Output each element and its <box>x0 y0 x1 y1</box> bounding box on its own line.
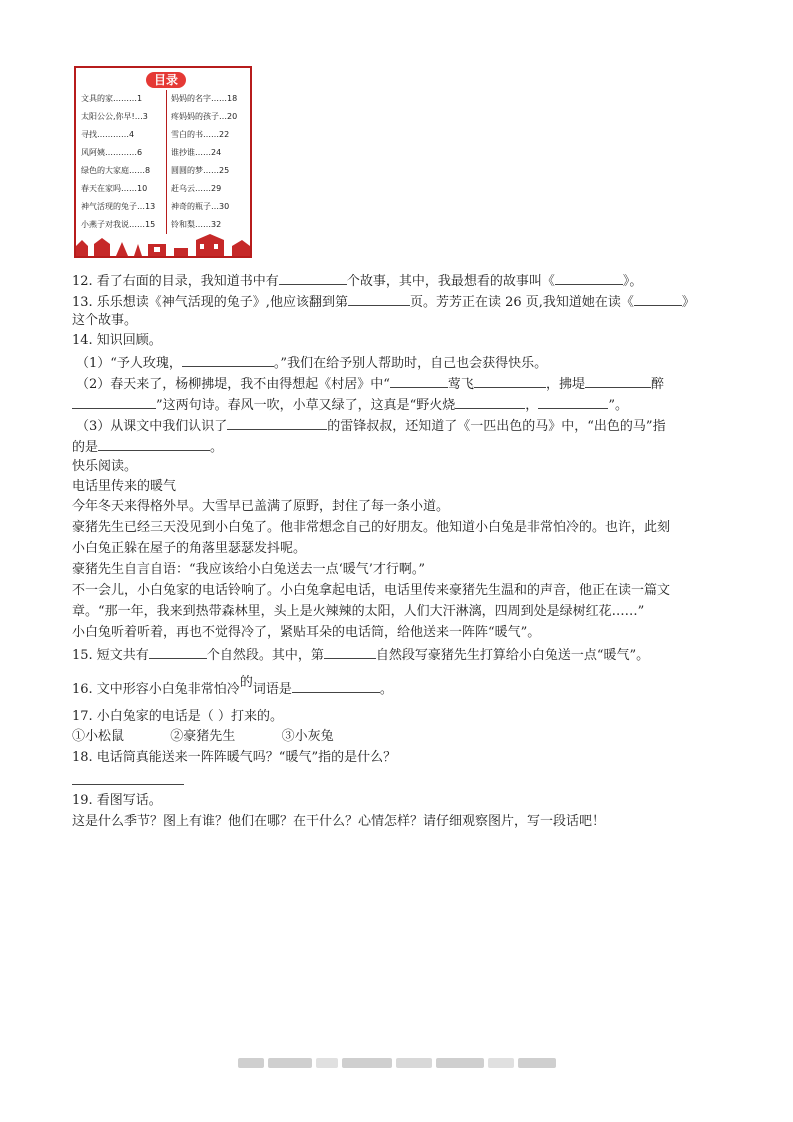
option-2[interactable]: ②豪猪先生 <box>170 729 236 744</box>
toc-entry: 神奇的瓶子…30 <box>171 202 230 211</box>
q14-1-text-b: 。”我们在给予别人帮助时，自己也会获得快乐。 <box>273 356 548 371</box>
question-13-cont: 这个故事。 <box>72 313 138 328</box>
answer-blank[interactable] <box>149 645 207 659</box>
answer-blank[interactable] <box>348 292 410 306</box>
answer-blank[interactable] <box>455 395 525 409</box>
answer-blank[interactable] <box>390 374 448 388</box>
question-16 <box>72 675 393 699</box>
question-17-options <box>72 728 334 746</box>
answer-blank[interactable] <box>72 395 156 409</box>
question-14: 14. 知识回顾。 <box>72 333 162 348</box>
toc-entry: 神气活现的兔子…13 <box>81 202 156 211</box>
answer-blank[interactable] <box>98 437 210 451</box>
toc-entry: 文具的家………1 <box>81 94 143 103</box>
red-skyline-decoration <box>76 232 250 256</box>
question-19: 19. 看图写话。 <box>72 793 162 808</box>
toc-entry: 寻找…………4 <box>81 130 135 139</box>
answer-blank[interactable] <box>292 679 380 693</box>
answer-blank[interactable] <box>555 271 623 285</box>
question-14-3-cont <box>72 437 223 457</box>
q14-1-text-a: （1）“予人玫瑰， <box>76 356 182 371</box>
option-1[interactable]: ①小松鼠 <box>72 729 125 744</box>
story-line: 豪猪先生已经三天没见到小白兔了。他非常想念自己的好朋友。他知道小白兔是非常怕冷的。也许，此刻 <box>72 520 671 535</box>
toc-entry: 春天在家吗……10 <box>81 184 148 193</box>
q16-text-c: 。 <box>379 682 393 697</box>
reading-section-heading: 快乐阅读。 <box>72 459 138 474</box>
toc-entry: 赶乌云……29 <box>171 184 222 193</box>
q14-2-text-a: （2）春天来了，杨柳拂堤，我不由得想起《村居》中“ <box>76 377 390 392</box>
story-line: 章。“那一年，我来到热带森林里，头上是火辣辣的太阳，人们大汗淋漓，四周到处是绿树红花……” <box>72 604 645 619</box>
toc-entry: 疼妈妈的孩子…20 <box>171 112 238 121</box>
answer-blank[interactable] <box>634 292 682 306</box>
q12-text-c: 》。 <box>622 274 643 289</box>
q14-3-text-b: 的雷锋叔叔，还知道了《一匹出色的马》中，“出色的马”指 <box>327 419 666 434</box>
toc-entry: 小燕子对我说……15 <box>81 220 156 229</box>
question-14-1 <box>76 353 547 373</box>
q14-2b-text-b: ， <box>525 398 539 413</box>
q16-text-a: 16. 文中形容小白兔非常怕冷 <box>72 682 240 697</box>
toc-entry: 妈妈的名字……18 <box>171 94 238 103</box>
q18-answer-line[interactable] <box>72 784 184 785</box>
q13-text-c: 》 <box>681 295 695 310</box>
q14-2-text-b: 莺飞 <box>447 377 474 392</box>
toc-entry: 圆圆的梦……25 <box>171 166 230 175</box>
toc-entry: 太阳公公,你早!…3 <box>81 112 148 121</box>
story-line: 小白兔正躲在屋子的角落里瑟瑟发抖呢。 <box>72 541 307 556</box>
question-14-2-cont <box>72 395 628 415</box>
question-14-2 <box>76 374 664 394</box>
q14-3b-text-a: 的是 <box>72 440 99 455</box>
answer-blank[interactable] <box>227 416 327 430</box>
toc-title: 目录 <box>146 72 186 88</box>
q14-3-text-a: （3）从课文中我们认识了 <box>76 419 228 434</box>
q16-text-b: 词语是 <box>252 682 292 697</box>
answer-blank[interactable] <box>538 395 608 409</box>
question-15 <box>72 645 649 665</box>
question-18: 18. 电话筒真能送来一阵阵暖气吗？“暖气”指的是什么？ <box>72 750 397 765</box>
toc-entry: 绿色的大家庭……8 <box>81 166 151 175</box>
table-of-contents-image <box>74 66 252 258</box>
q14-2b-text-a: ”这两句诗。春风一吹，小草又绿了，这真是“野火烧 <box>156 398 456 413</box>
toc-entry: 谁抄谁……24 <box>171 148 222 157</box>
q15-text-b: 个自然段。其中，第 <box>206 648 324 663</box>
q13-text-a: 13. 乐乐想读《神气活现的兔子》,他应该翻到第 <box>72 295 348 310</box>
question-19-prompt: 这是什么季节？图上有谁？他们在哪？在干什么？心情怎样？请仔细观察图片，写一段话吧！ <box>72 814 606 829</box>
q14-2-text-d: 醉 <box>650 377 664 392</box>
q15-text-a: 15. 短文共有 <box>72 648 149 663</box>
option-3[interactable]: ③小灰兔 <box>281 729 334 744</box>
question-12 <box>72 271 642 291</box>
story-line: 豪猪先生自言自语：“我应该给小白兔送去一点‘暖气’才行啊。” <box>72 562 426 577</box>
answer-blank[interactable] <box>324 645 376 659</box>
q14-3b-text-b: 。 <box>210 440 224 455</box>
question-17: 17. 小白兔家的电话是（ ）打来的。 <box>72 709 283 724</box>
question-14-3 <box>76 416 666 436</box>
answer-blank[interactable] <box>585 374 651 388</box>
q14-2-text-c: ，拂堤 <box>545 377 585 392</box>
toc-entry: 雪白的书……22 <box>171 130 230 139</box>
answer-blank[interactable] <box>474 374 546 388</box>
toc-divider <box>166 90 167 234</box>
answer-blank[interactable] <box>279 271 347 285</box>
toc-entry: 风阿姨…………6 <box>81 148 143 157</box>
story-line: 今年冬天来得格外早。大雪早已盖满了原野，封住了每一条小道。 <box>72 499 450 514</box>
q15-text-c: 自然段写豪猪先生打算给小白兔送一点“暖气”。 <box>375 648 650 663</box>
story-title: 电话里传来的暖气 <box>72 479 177 494</box>
story-line: 不一会儿，小白兔家的电话铃响了。小白兔拿起电话，电话里传来豪猪先生温和的声音，他正在读一篇文 <box>72 583 671 598</box>
q16-sup: 的 <box>239 675 253 690</box>
story-line: 小白兔听着听着，再也不觉得冷了，紧贴耳朵的电话筒，给他送来一阵阵“暖气”。 <box>72 625 541 640</box>
blurred-footer-watermark <box>238 1054 556 1070</box>
toc-entry: 铃和梨……32 <box>171 220 222 229</box>
question-13 <box>72 292 695 312</box>
answer-blank[interactable] <box>182 353 274 367</box>
q12-text-b: 个故事，其中，我最想看的故事叫《 <box>346 274 555 289</box>
q14-2b-text-c: ”。 <box>608 398 628 413</box>
q13-text-b: 页。芳芳正在读 26 页,我知道她在读《 <box>409 295 634 310</box>
q12-text-a: 12. 看了右面的目录，我知道书中有 <box>72 274 279 289</box>
